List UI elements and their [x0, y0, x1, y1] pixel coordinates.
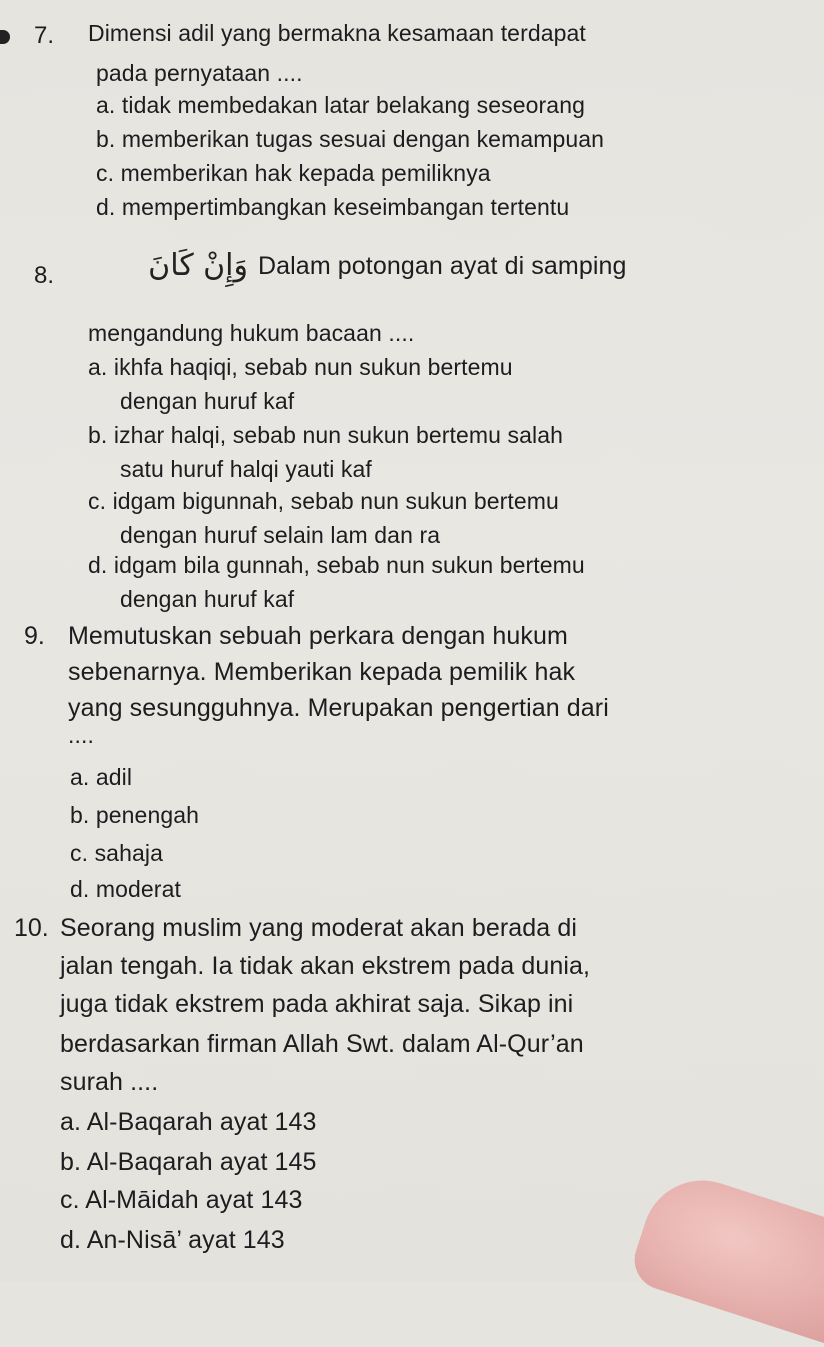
q7-stem-line-1: Dimensi adil yang bermakna kesamaan terdapat: [88, 20, 586, 46]
q8-option-c-line-1[interactable]: c. idgam bigunnah, sebab nun sukun bertemu: [88, 488, 559, 514]
q10-stem-line-4: berdasarkan firman Allah Swt. dalam Al-Qur’an: [60, 1030, 584, 1058]
q9-option-b[interactable]: b. penengah: [70, 802, 200, 828]
q8-option-c-line-2[interactable]: dengan huruf selain lam dan ra: [120, 522, 441, 548]
q9-option-c[interactable]: c. sahaja: [70, 840, 163, 866]
q8-stem-line-1: Dalam potongan ayat di samping: [258, 252, 627, 280]
page-edge-mark: [0, 30, 10, 44]
q8-option-b-line-1[interactable]: b. izhar halqi, sebab nun sukun bertemu salah: [88, 422, 564, 448]
q10-number: 10.: [14, 914, 49, 942]
q8-stem-line-2: mengandung hukum bacaan ....: [88, 320, 415, 346]
q10-option-a[interactable]: a. Al-Baqarah ayat 143: [60, 1108, 317, 1136]
q9-stem-line-2: sebenarnya. Memberikan kepada pemilik hak: [68, 658, 576, 686]
q8-arabic-verse: وَإِنْ كَانَ: [148, 248, 248, 283]
q9-number: 9.: [24, 622, 45, 650]
q9-option-a[interactable]: a. adil: [70, 764, 133, 790]
q7-stem-line-2: pada pernyataan ....: [96, 60, 303, 86]
q9-option-d[interactable]: d. moderat: [70, 876, 181, 902]
q9-stem-line-3: yang sesungguhnya. Merupakan pengertian dari: [68, 694, 609, 722]
q8-option-b-line-2[interactable]: satu huruf halqi yauti kaf: [120, 456, 372, 482]
q10-stem-line-3: juga tidak ekstrem pada akhirat saja. Sikap ini: [60, 990, 574, 1018]
q10-stem-line-1: Seorang muslim yang moderat akan berada di: [60, 914, 577, 942]
q9-stem-line-1: Memutuskan sebuah perkara dengan hukum: [68, 622, 568, 650]
q7-option-d[interactable]: d. mempertimbangkan keseimbangan tertentu: [96, 194, 570, 220]
q10-option-d[interactable]: d. An-Nisā’ ayat 143: [60, 1226, 285, 1254]
q10-option-c[interactable]: c. Al-Māidah ayat 143: [60, 1186, 303, 1214]
q7-number: 7.: [34, 22, 55, 49]
q8-number: 8.: [34, 262, 55, 289]
q8-option-d-line-1[interactable]: d. idgam bila gunnah, sebab nun sukun bertemu: [88, 552, 585, 578]
q9-stem-line-4: ....: [68, 722, 94, 748]
q7-option-c[interactable]: c. memberikan hak kepada pemiliknya: [96, 160, 491, 186]
q10-stem-line-2: jalan tengah. Ia tidak akan ekstrem pada dunia,: [60, 952, 591, 980]
q8-option-a-line-1[interactable]: a. ikhfa haqiqi, sebab nun sukun bertemu: [88, 354, 513, 380]
q8-option-a-line-2[interactable]: dengan huruf kaf: [120, 388, 295, 414]
q10-option-b[interactable]: b. Al-Baqarah ayat 145: [60, 1148, 317, 1176]
finger-shadow: [627, 1165, 824, 1347]
q7-option-b[interactable]: b. memberikan tugas sesuai dengan kemampuan: [96, 126, 605, 152]
q8-option-d-line-2[interactable]: dengan huruf kaf: [120, 586, 295, 612]
q7-option-a[interactable]: a. tidak membedakan latar belakang seseorang: [96, 92, 585, 118]
q10-stem-line-5: surah ....: [60, 1068, 159, 1096]
